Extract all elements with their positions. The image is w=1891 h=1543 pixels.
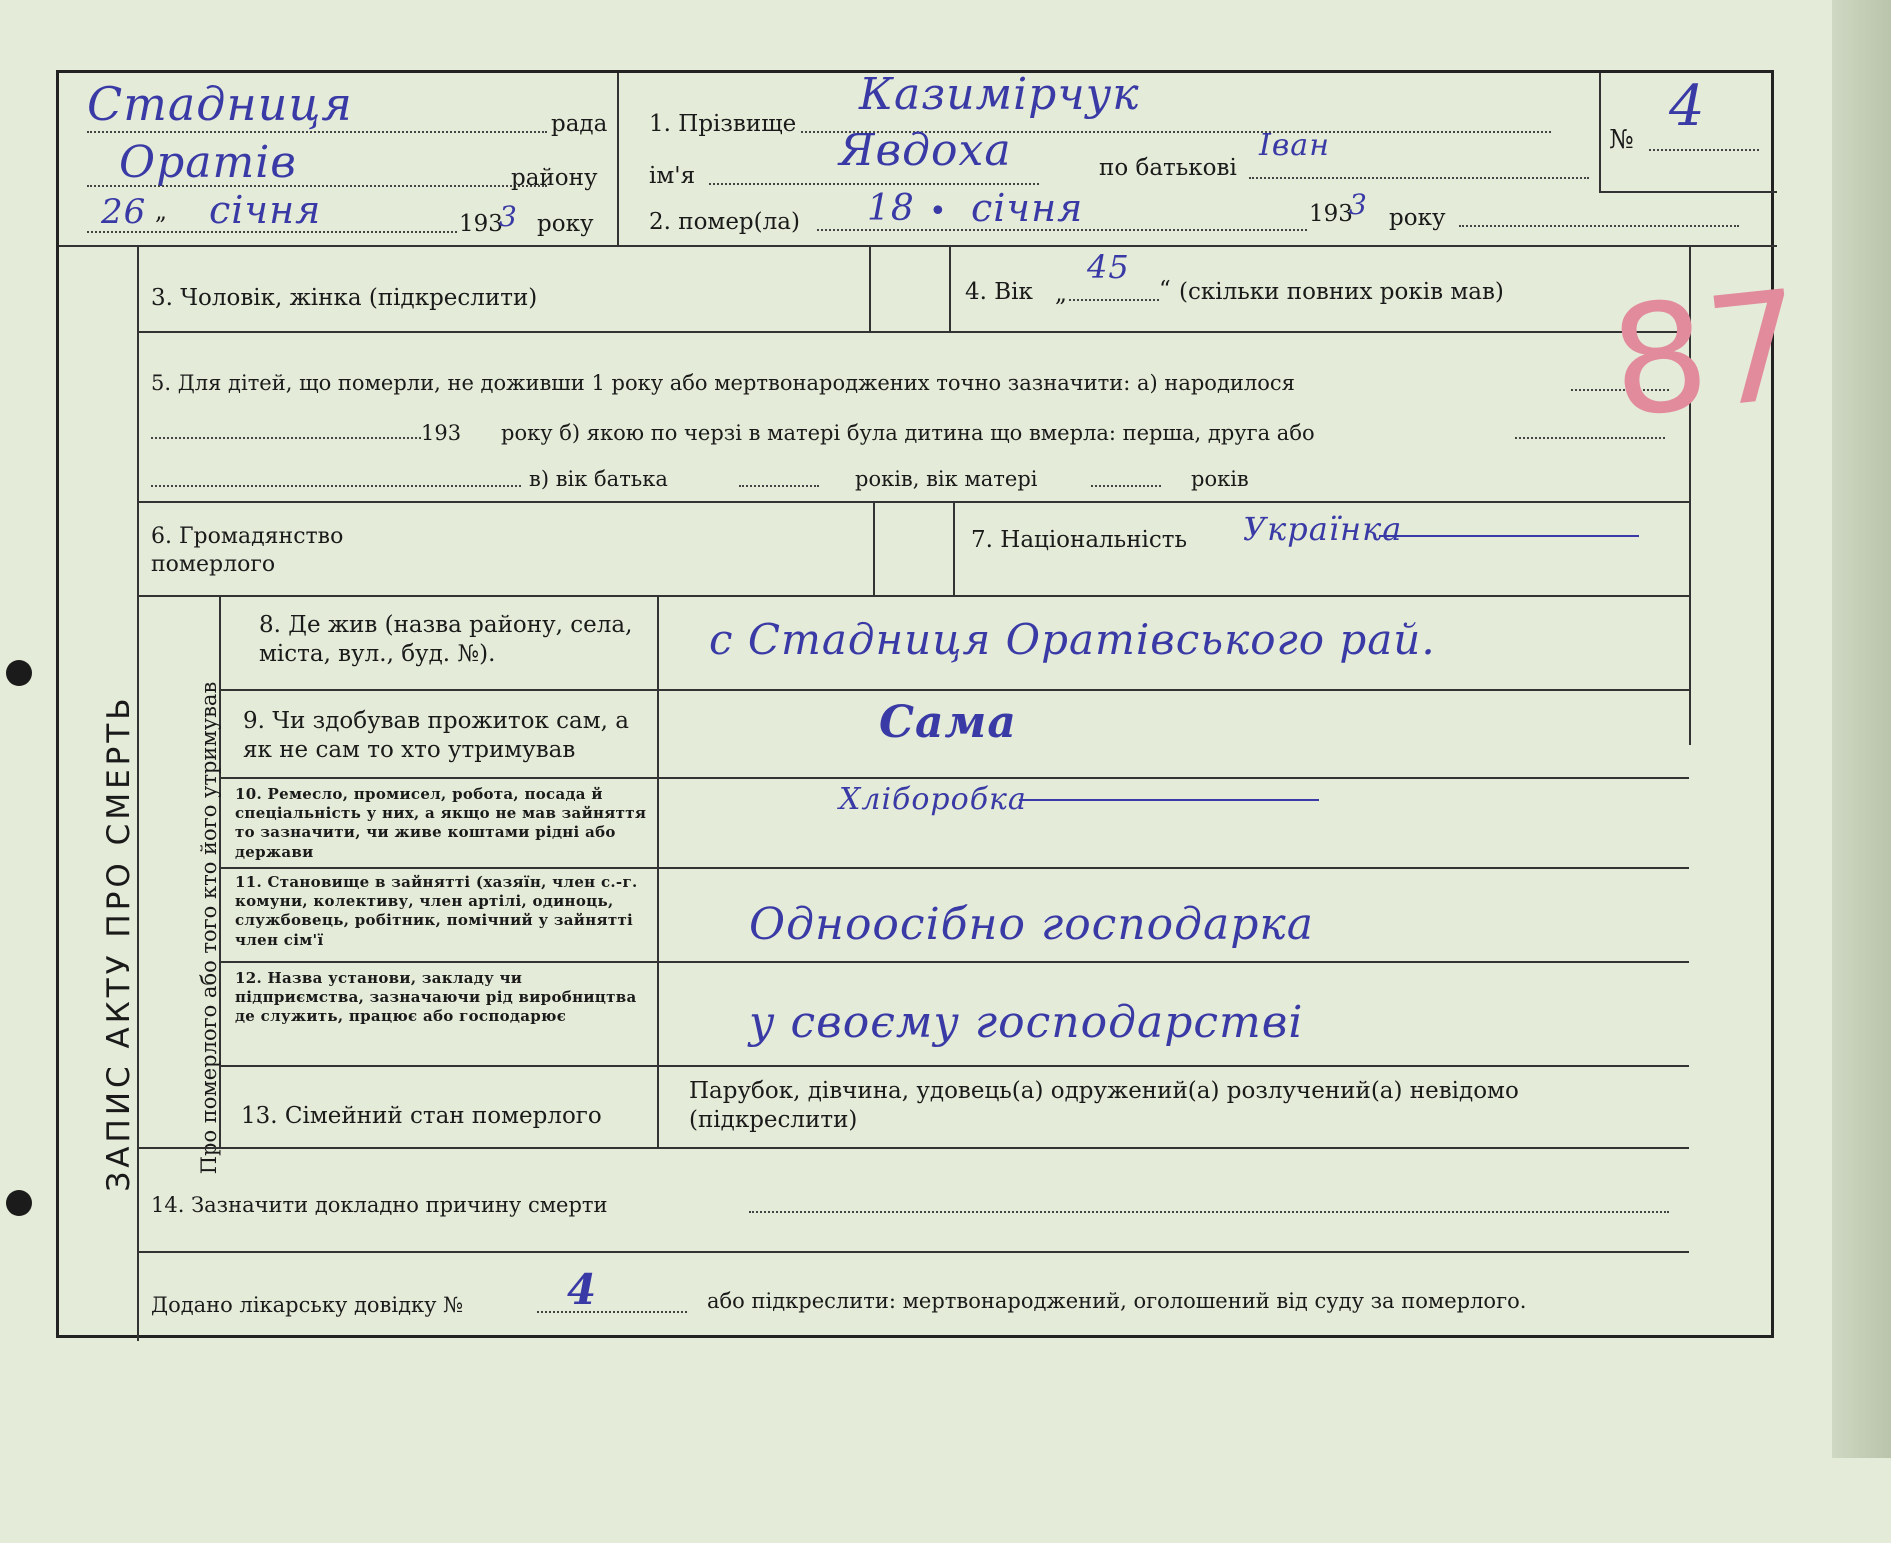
surname-label: 1. Прізвище [649,111,797,137]
marital-options: Парубок, дівчина, удовець(а) одружений(а) розлучений(а) невідомо (підкреслити) [689,1078,1519,1133]
paper-edge [1832,0,1891,1458]
date-year-print: 193 [459,211,503,237]
surname-handwritten: Казимірчук [859,69,1140,120]
died-year-handwritten: 3 [1349,188,1368,221]
record-number-handwritten: 4 [1669,74,1706,139]
residence-handwritten: с Стадниця Оратівського рай. [709,615,1436,664]
children-year: 193 [421,421,462,445]
occupation-handwritten: Хліборобка [839,782,1027,817]
record-number-label: № [1609,125,1634,155]
age-label-pre: 4. Вік [965,279,1033,305]
age-handwritten: 45 [1087,248,1130,286]
died-month-handwritten: січня [971,186,1084,230]
children-line-3-years: років, вік матері [855,467,1038,491]
status-label: 11. Становище в зайнятті (хазяїн, член с.-г. комуни, колективу, член артілі, одиноць, службовець, робітник, помічний у зайнятті член сім'ї [235,873,638,949]
medical-cert-options: або підкреслити: мертвонароджений, оголошений від суду за померлого. [707,1289,1527,1313]
binder-hole [6,1190,32,1216]
died-day-handwritten: 18 [867,188,915,229]
children-line-2: року б) якою по черзі в матері була дитина що вмерла: перша, друга або [501,421,1315,445]
district-label: району [511,165,598,191]
livelihood-label: 9. Чи здобував прожиток сам, а як не сам то хто утримував [243,708,629,763]
children-line-1: 5. Для дітей, що померли, не доживши 1 року або мертвонароджених точно зазначити: а) народилося [151,371,1295,395]
nationality-handwritten: Українка [1243,510,1403,548]
name-label: ім'я [649,163,696,189]
date-day-handwritten: 26 [101,192,147,232]
marital-label: 13. Сімейний стан померлого [241,1103,602,1129]
date-suffix: року [537,211,594,237]
age-label-post: (скільки повних років мав) [1179,279,1504,305]
died-suffix: року [1389,205,1446,231]
death-record-form: Стадниця рада Оратів району 26 „ січня 193 3 року 1. Прізвище Казимірчук ім'я Явдоха по батькові Іван 2. помер(ла) 18 • січня 193 3 року № 4 ЗАПИС АКТУ ПРО СМЕРТЬ 3. Чоловік, жінка (підкреслити) 4. Вік „ 45 “ (скільки повних років мав) 5. Для дітей, що померли, не доживши 1 року або мертвонароджених точно зазначити: а) народилося 193 року б) якою по черзі в матері була дитина що вмерла: перша, друга або в) вік батька років, вік матері років 6. Громадянство померлого 7. Національність Українка Про померлого або того кто його утримував 8. Де жив (назва району, села, міста, вул., буд. №). с Стадниця Оратівського рай. 9. Чи здобував прожиток сам, а як не сам то хто утримував Сама 10. Ремесло, промисел, робота, посада й спеціальність у них, а якщо не мав зайняття то зазначити, чи живе коштами рідні або держави Хліборобка 11. Становище в зайнятті (хазяїн, член с.-г. комуни, колективу, член артілі, одиноць, службовець, робітник, помічний у зайнятті член сім'ї Одноосібно господарка 12. Назва установи, закладу чи підприємства, зазначаючи рід виробництва де служить, працює або господарює у своєму господарстві 13. Сімейний стан померлого Парубок, дівчина, удовець(а) одружений(а) розлучений(а) невідомо (підкреслити) 14. Зазначити докладно причину смерти Додано лікарську довідку № 4 або підкреслити: мертвонароджений, оголошений від суду за померлого. [56,70,1774,1338]
died-year-print: 193 [1309,201,1353,227]
district-handwritten: Оратів [119,137,297,188]
date-month-handwritten: січня [209,188,322,232]
date-year-handwritten: 3 [499,200,518,233]
patronymic-handwritten: Іван [1259,128,1330,163]
nationality-label: 7. Національність [971,527,1188,553]
status-handwritten: Одноосібно господарка [749,899,1314,950]
council-label: рада [551,111,608,137]
residence-label: 8. Де жив (назва району, села, міста, вул., буд. №). [259,612,633,667]
workplace-label: 12. Назва установи, закладу чи підприємства, зазначаючи рід виробництва де служить, працює або господарює [235,969,637,1026]
livelihood-handwritten: Сама [879,697,1017,748]
medical-cert-number-handwritten: 4 [567,1265,598,1314]
children-line-3-end: років [1191,467,1249,491]
patronymic-label: по батькові [1099,155,1237,181]
side-subtitle: Про померлого або того кто його утримував [197,681,221,1175]
name-handwritten: Явдоха [839,125,1012,176]
red-pencil-mark: 87 [1603,258,1812,452]
citizenship-label: 6. Громадянство померлого [151,524,344,577]
workplace-handwritten: у своєму господарстві [749,997,1304,1048]
cause-label: 14. Зазначити докладно причину смерти [151,1193,608,1217]
side-title: ЗАПИС АКТУ ПРО СМЕРТЬ [101,694,137,1192]
medical-cert-label: Додано лікарську довідку № [151,1293,464,1317]
children-line-3: в) вік батька [529,467,668,491]
occupation-label: 10. Ремесло, промисел, робота, посада й спеціальність у них, а якщо не мав зайняття то зазначити, чи живе коштами рідні або держави [235,785,647,861]
binder-hole [6,660,32,686]
died-label: 2. помер(ла) [649,209,800,235]
sex-label: 3. Чоловік, жінка (підкреслити) [151,285,538,311]
council-handwritten: Стадниця [87,77,353,131]
